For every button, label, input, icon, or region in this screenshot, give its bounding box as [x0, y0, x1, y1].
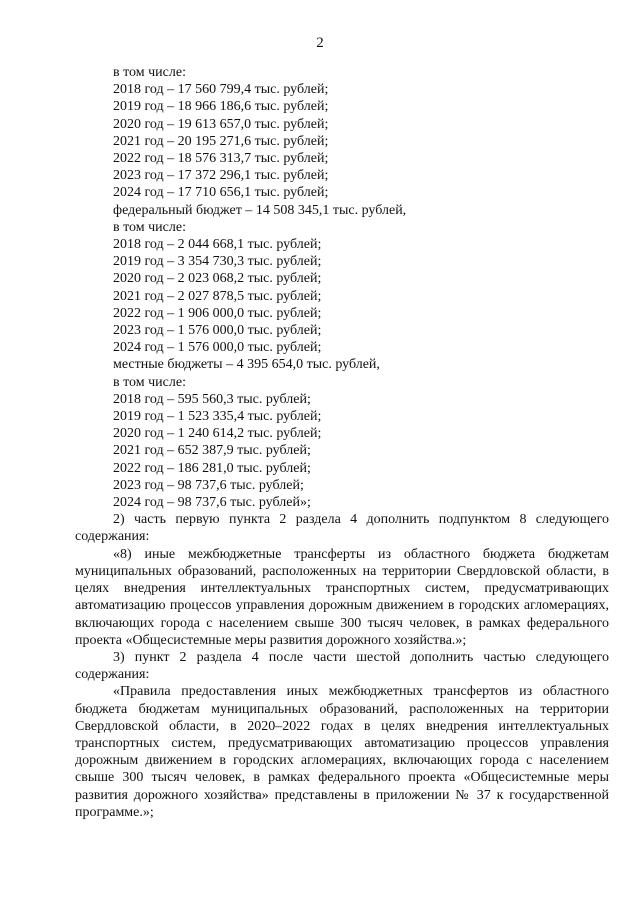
paragraph-item-3-text: «Правила предоставления иных межбюджетных трансфертов из областного бюджета бюджетам муниципальных образований, расположенных на территории Свердловской области, в 2020–2022 годах в целях внедрения интеллектуальных транспортных систем, предусматривающих автоматизацию процессов управления дорожным движением в городских агломерациях, включающих города с населением свыше 300 тысяч человек, в рамках федерального проекта «Общесистемные меры развития дорожного хозяйства» представлены в приложении № 37 к государственной программе.»;: [75, 684, 609, 820]
budget-line: 2024 год – 1 576 000,0 тыс. рублей;: [113, 340, 322, 356]
budget-line: 2022 год – 1 906 000,0 тыс. рублей;: [113, 305, 322, 321]
budget-line: 2018 год – 595 560,3 тыс. рублей;: [113, 391, 311, 407]
budget-line: 2024 год – 17 710 656,1 тыс. рублей;: [113, 185, 329, 201]
budget-line: 2022 год – 18 576 313,7 тыс. рублей;: [113, 151, 329, 167]
budget-line: 2019 год – 18 966 186,6 тыс. рублей;: [113, 99, 329, 115]
budget-line: 2023 год – 17 372 296,1 тыс. рублей;: [113, 168, 329, 184]
budget-line: 2024 год – 98 737,6 тыс. рублей»;: [113, 495, 311, 511]
page-number: 2: [316, 35, 324, 51]
budget-line: 2021 год – 2 027 878,5 тыс. рублей;: [113, 288, 322, 304]
budget-line: 2019 год – 3 354 730,3 тыс. рублей;: [113, 254, 322, 270]
paragraph-item-2-text: «8) иные межбюджетные трансферты из областного бюджета бюджетам муниципальных образований, расположенных на территории Свердловской области, в целях внедрения интеллектуальных транспортных систем, предусматривающих автоматизацию процессов управления дорожным движением в городских агломерациях, включающих города с населением свыше 300 тысяч человек, в рамках федерального проекта «Общесистемные меры развития дорожного хозяйства.»;: [75, 546, 609, 648]
budget-line: 2023 год – 1 576 000,0 тыс. рублей;: [113, 323, 322, 339]
budget-line: в том числе:: [113, 65, 186, 80]
budget-line: 2021 год – 652 387,9 тыс. рублей;: [113, 443, 311, 459]
budget-line: 2020 год – 1 240 614,2 тыс. рублей;: [113, 426, 322, 442]
budget-line: 2020 год – 19 613 657,0 тыс. рублей;: [113, 116, 329, 132]
paragraph-item-3-intro: 3) пункт 2 раздела 4 после части шестой дополнить частью следующего содержания:: [75, 649, 609, 683]
budget-line: федеральный бюджет – 14 508 345,1 тыс. рублей,: [113, 202, 407, 218]
document-body: [75, 64, 609, 821]
budget-line: местные бюджеты – 4 395 654,0 тыс. рублей,: [113, 357, 380, 373]
budget-line: 2021 год – 20 195 271,6 тыс. рублей;: [113, 133, 329, 149]
budget-line: 2020 год – 2 023 068,2 тыс. рублей;: [113, 271, 322, 287]
budget-line: в том числе:: [113, 219, 186, 235]
budget-line: 2018 год – 2 044 668,1 тыс. рублей;: [113, 237, 322, 253]
budget-line: 2019 год – 1 523 335,4 тыс. рублей;: [113, 409, 322, 425]
paragraph-item-2-intro: 2) часть первую пункта 2 раздела 4 дополнить подпунктом 8 следующего содержания:: [75, 512, 609, 545]
budget-line: в том числе:: [113, 374, 186, 390]
budget-line: 2022 год – 186 281,0 тыс. рублей;: [113, 460, 311, 476]
budget-line: 2023 год – 98 737,6 тыс. рублей;: [113, 477, 304, 493]
budget-line: 2018 год – 17 560 799,4 тыс. рублей;: [113, 82, 329, 98]
